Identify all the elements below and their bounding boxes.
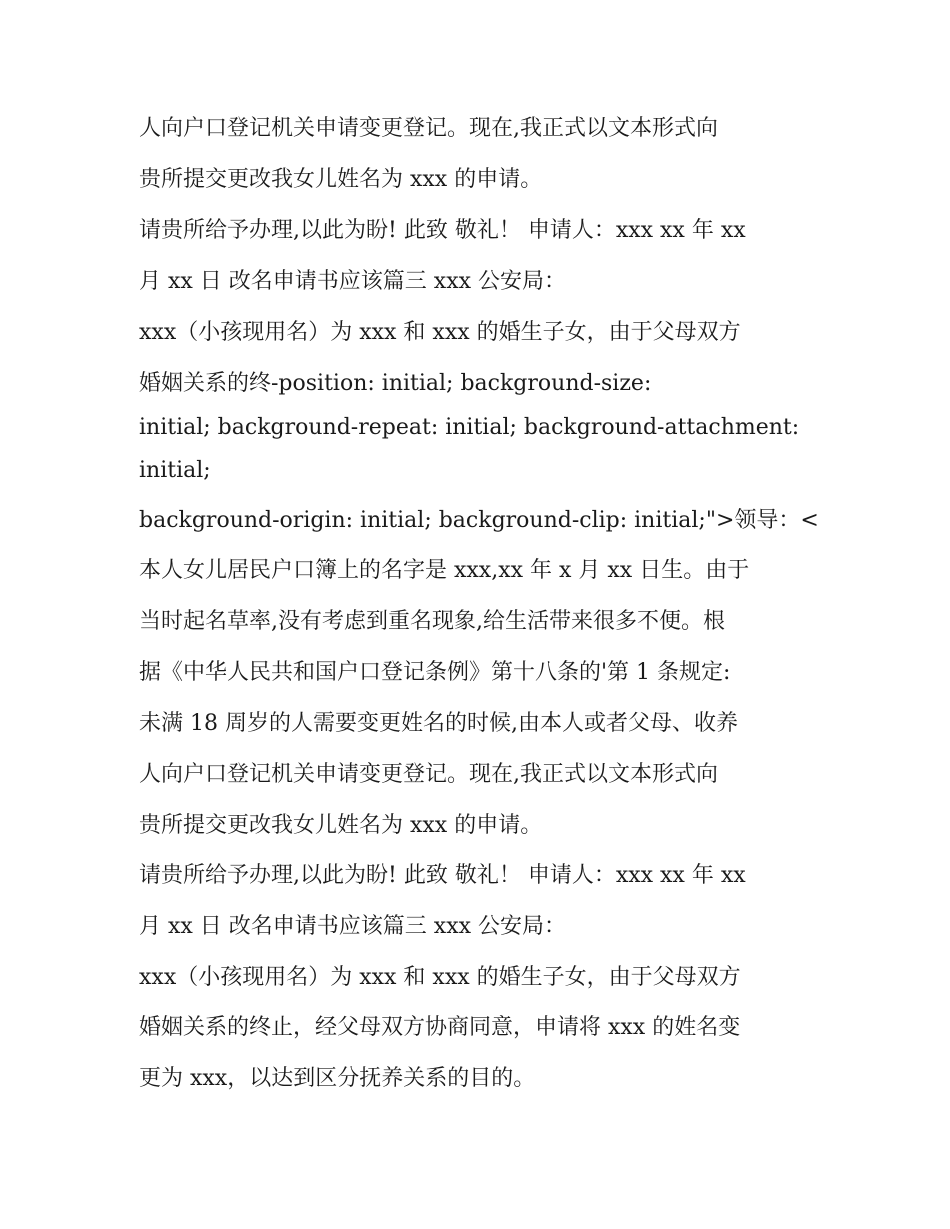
text-line: 人向户口登记机关申请变更登记。现在,我正式以文本形式向 — [139, 116, 718, 141]
text-line: 月 xx 日 改名申请书应该篇三 xxx 公安局： — [139, 269, 567, 294]
text-line: 婚姻关系的终-position: initial; background-size: — [139, 371, 652, 396]
text-line: initial; — [139, 458, 211, 483]
text-line: 请贵所给予办理,以此为盼! 此致 敬礼！ 申请人：xxx xx 年 xx — [139, 218, 746, 243]
text-line: 据《中华人民共和国户口登记条例》第十八条的'第 1 条规定: — [139, 660, 731, 685]
text-line: 更为 xxx，以达到区分抚养关系的目的。 — [139, 1066, 536, 1091]
text-line: 月 xx 日 改名申请书应该篇三 xxx 公安局： — [139, 914, 567, 939]
text-line: 请贵所给予办理,以此为盼! 此致 敬礼！ 申请人：xxx xx 年 xx — [139, 863, 746, 888]
text-line: 婚姻关系的终止，经父母双方协商同意，申请将 xxx 的姓名变 — [139, 1015, 741, 1040]
text-line: 本人女儿居民户口簿上的名字是 xxx,xx 年 x 月 xx 日生。由于 — [139, 558, 750, 583]
text-line: 未满 18 周岁的人需要变更姓名的时候,由本人或者父母、收养 — [139, 711, 738, 736]
text-line: 贵所提交更改我女儿姓名为 xxx 的申请。 — [139, 813, 543, 838]
text-line: 人向户口登记机关申请变更登记。现在,我正式以文本形式向 — [139, 762, 718, 787]
text-line: 当时起名草率,没有考虑到重名现象,给生活带来很多不便。根 — [139, 609, 725, 634]
text-line: initial; background-repeat: initial; background-attachment: — [139, 415, 800, 440]
text-line: xxx（小孩现用名）为 xxx 和 xxx 的婚生子女，由于父母双方 — [139, 320, 741, 345]
text-line: 贵所提交更改我女儿姓名为 xxx 的申请。 — [139, 167, 543, 192]
text-line: xxx（小孩现用名）为 xxx 和 xxx 的婚生子女，由于父母双方 — [139, 965, 741, 990]
text-line: background-origin: initial; background-clip: initial;">领导：< — [139, 508, 819, 533]
